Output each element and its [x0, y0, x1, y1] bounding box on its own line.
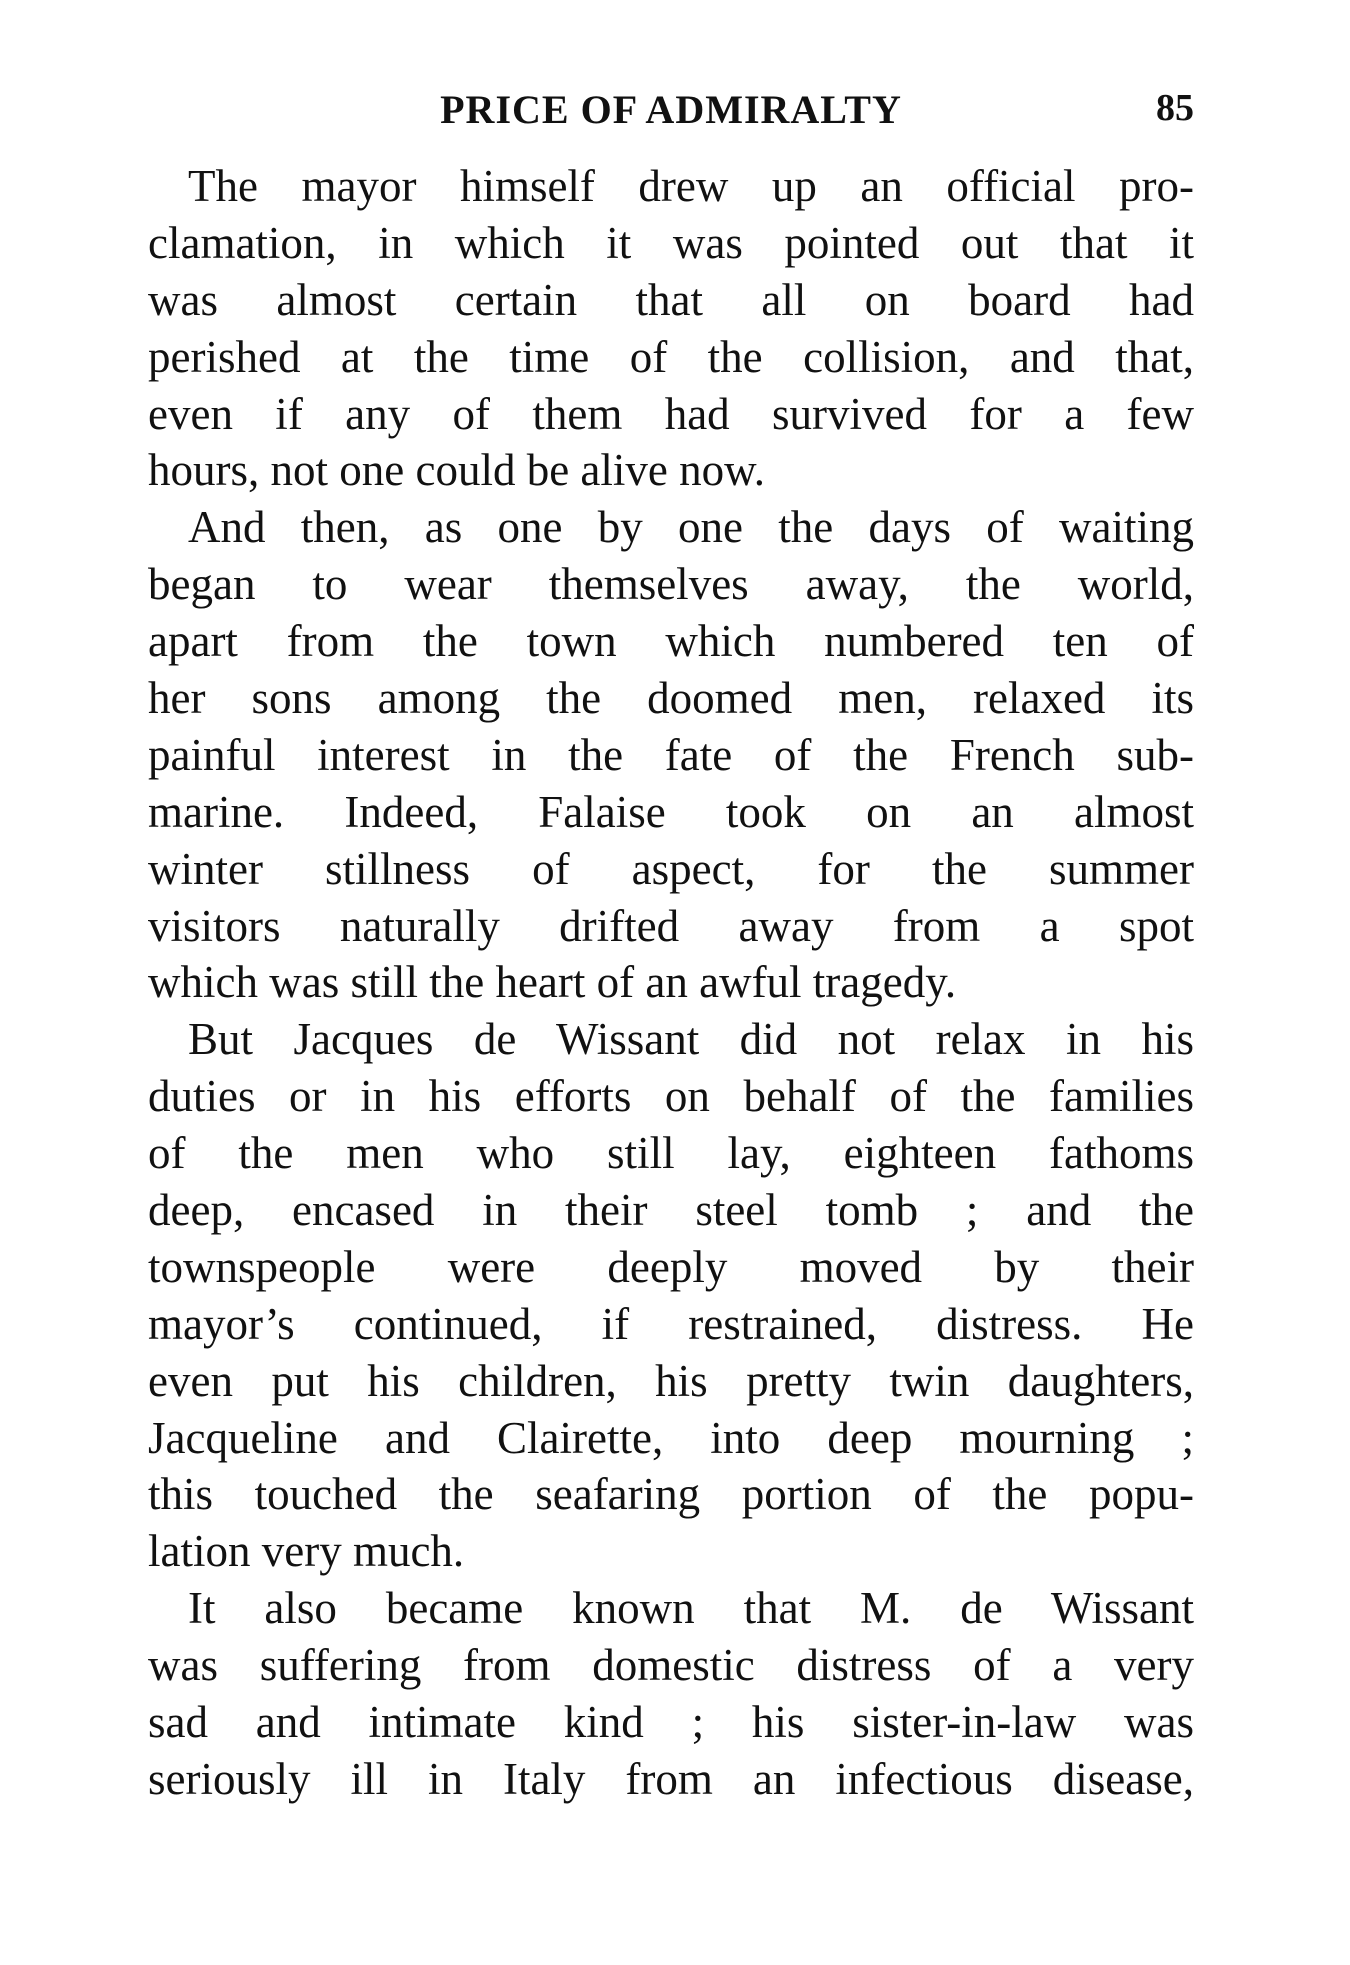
paragraph	[148, 499, 1194, 1011]
text-line: began to wear themselves away, the world,	[148, 559, 1194, 610]
text-line: was almost certain that all on board had	[148, 274, 1194, 325]
page-header	[148, 86, 1194, 138]
text-line: The mayor himself drew up an official pro-	[188, 161, 1194, 211]
text-line: of the men who still lay, eighteen fathoms	[148, 1128, 1194, 1179]
body-text	[148, 158, 1194, 1808]
text-line: painful interest in the fate of the French sub-	[148, 729, 1194, 780]
paragraph	[148, 158, 1194, 499]
text-line: Jacqueline and Clairette, into deep mourning ;	[148, 1412, 1194, 1463]
text-line: townspeople were deeply moved by their	[148, 1241, 1194, 1292]
text-line: which was still the heart of an awful tragedy.	[148, 957, 957, 1008]
text-line: perished at the time of the collision, and that,	[148, 331, 1194, 382]
paragraph	[148, 1011, 1194, 1580]
text-line: sad and intimate kind ; his sister-in-law was	[148, 1697, 1194, 1748]
text-line: seriously ill in Italy from an infectious disease,	[148, 1753, 1194, 1804]
text-line: hours, not one could be alive now.	[148, 445, 765, 496]
text-line: this touched the seafaring portion of the popu-	[148, 1469, 1194, 1520]
text-line: marine. Indeed, Falaise took on an almost	[148, 786, 1194, 837]
text-line: lation very much.	[148, 1526, 465, 1577]
paragraph	[148, 1580, 1194, 1808]
text-line: even if any of them had survived for a few	[148, 388, 1194, 439]
text-line: And then, as one by one the days of waiting	[188, 502, 1194, 553]
text-line: apart from the town which numbered ten of	[148, 616, 1194, 667]
text-line: But Jacques de Wissant did not relax in his	[188, 1014, 1194, 1065]
text-line: It also became known that M. de Wissant	[188, 1583, 1194, 1634]
text-line: visitors naturally drifted away from a spot	[148, 900, 1194, 951]
text-line: deep, encased in their steel tomb ; and the	[148, 1185, 1194, 1236]
text-line: duties or in his efforts on behalf of the families	[148, 1071, 1194, 1122]
text-line: was suffering from domestic distress of a very	[148, 1640, 1194, 1691]
running-title: PRICE OF ADMIRALTY	[440, 87, 902, 132]
text-line: her sons among the doomed men, relaxed its	[148, 673, 1194, 724]
text-line: even put his children, his pretty twin daughters,	[148, 1355, 1194, 1406]
page-number: 85	[1156, 87, 1194, 129]
text-line: mayor’s continued, if restrained, distress. He	[148, 1298, 1194, 1349]
text-line: winter stillness of aspect, for the summer	[148, 843, 1194, 894]
text-line: clamation, in which it was pointed out that it	[148, 217, 1194, 268]
